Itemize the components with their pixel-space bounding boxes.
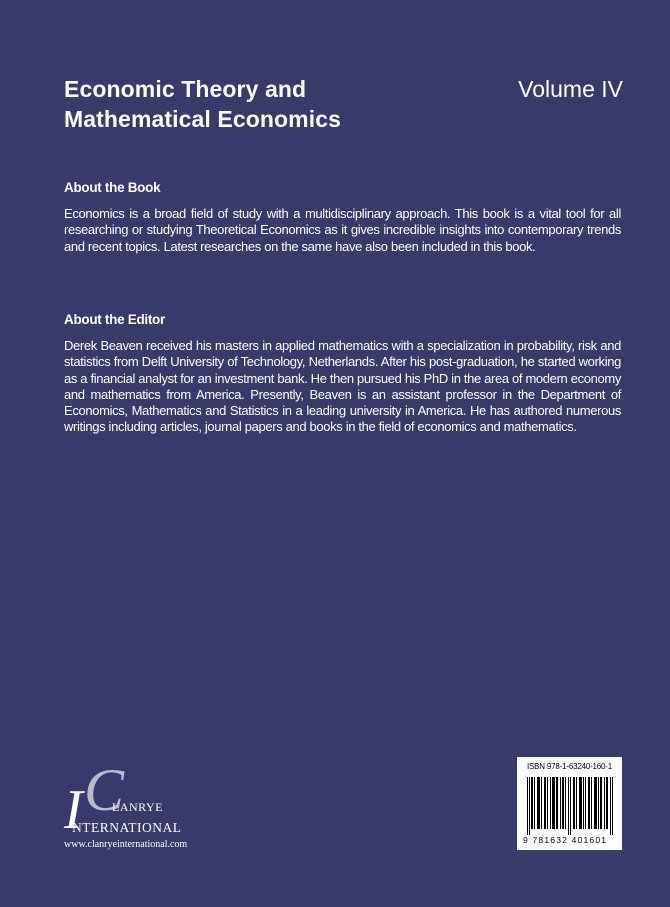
title-line-1: Economic Theory and bbox=[64, 76, 307, 102]
publisher-logo bbox=[62, 757, 222, 855]
about-book-text: Economics is a broad field of study with a multidisciplinary approach. This book is a vital tool for all researching or studying Theoretical Economics as it gives incredible insights into contemporary trends and recent topics. Latest researches on the same have also been included in this book. bbox=[64, 206, 621, 254]
publisher-logo-i-glyph: I bbox=[64, 779, 83, 841]
publisher-logo-c-glyph: C bbox=[84, 757, 125, 823]
publisher-url: www.clanryeinternational.com bbox=[64, 839, 188, 850]
about-editor-heading: About the Editor bbox=[64, 312, 165, 327]
isbn-barcode bbox=[517, 757, 622, 850]
publisher-name-line-1: LANRYE bbox=[112, 800, 163, 814]
publisher-name-line-2: NTERNATIONAL bbox=[72, 820, 182, 835]
book-title bbox=[64, 74, 341, 134]
about-editor-text: Derek Beaven received his masters in applied mathematics with a specialization in probability, risk and statistics from Delft University of Technology, Netherlands. After his post-graduation, he started working as a financial analyst for an investment bank. He then pursued his PhD in the area of modern economy and mathematics from America. Presently, Beaven is an assistant professor in the Department of Economics, Mathematics and Statistics in a leading university in America. He has authored numerous writings including articles, journal papers and books in the field of economics and mathematics. bbox=[64, 338, 621, 435]
barcode-icon bbox=[527, 777, 613, 835]
volume-label: Volume IV bbox=[518, 76, 623, 102]
isbn-label: ISBN 978-1-63240-160-1 bbox=[527, 762, 612, 771]
about-book-heading: About the Book bbox=[64, 180, 161, 195]
title-line-2: Mathematical Economics bbox=[64, 106, 342, 132]
barcode-digits: 9 781632 401601 bbox=[523, 835, 608, 845]
